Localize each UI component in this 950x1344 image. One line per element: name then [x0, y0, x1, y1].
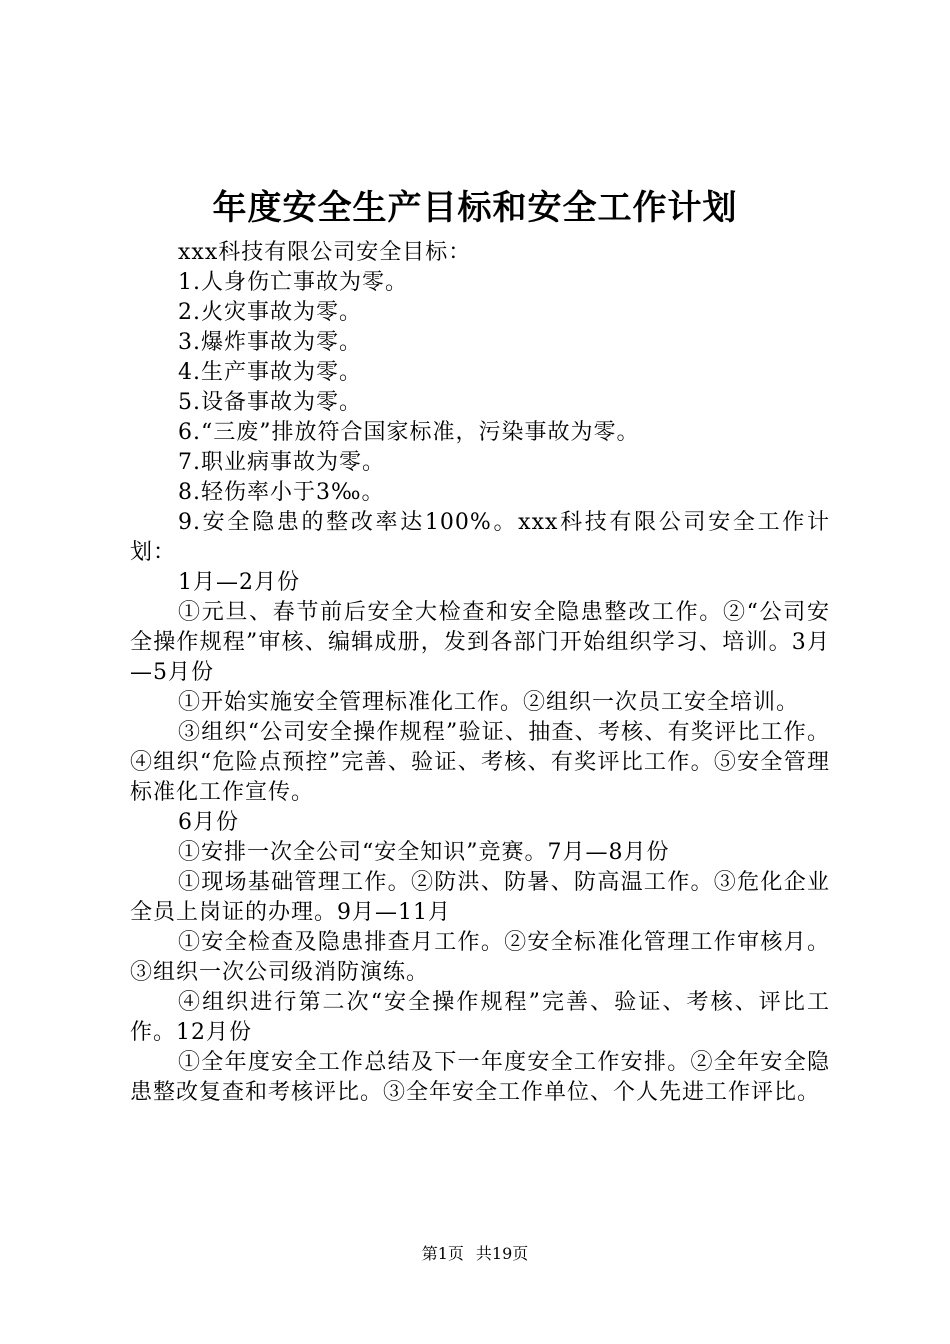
paragraph: ①元旦、春节前后安全大检查和安全隐患整改工作。②“公司安全操作规程”审核、编辑成册，发到各部门开始组织学习、培训。3月—5月份 — [130, 600, 830, 685]
paragraph: 2.火灾事故为零。 — [178, 300, 362, 325]
paragraph: ③组织“公司安全操作规程”验证、抽查、考核、有奖评比工作。④组织“危险点预控”完善、验证、考核、有奖评比工作。⑤安全管理标准化工作宣传。 — [130, 720, 830, 805]
page-footer — [0, 1242, 950, 1266]
paragraph: 6月份 — [178, 810, 239, 835]
page-total: 共19页 — [475, 1244, 529, 1263]
paragraph: 1月—2月份 — [178, 570, 300, 595]
paragraph: ①现场基础管理工作。②防洪、防暑、防高温工作。③危化企业全员上岗证的办理。9月—11月 — [130, 870, 830, 925]
paragraph: 9.安全隐患的整改率达100%。xxx科技有限公司安全工作计划： — [130, 510, 830, 565]
paragraph: 7.职业病事故为零。 — [178, 450, 385, 475]
page-number: 第1页 — [421, 1244, 464, 1263]
paragraph: 3.爆炸事故为零。 — [178, 330, 362, 355]
document-body — [130, 238, 830, 1108]
document-title: 年度安全生产目标和安全工作计划 — [212, 188, 738, 228]
paragraph: 4.生产事故为零。 — [178, 360, 362, 385]
paragraph: ④组织进行第二次“安全操作规程”完善、验证、考核、评比工作。12月份 — [130, 990, 830, 1045]
paragraph: 8.轻伤率小于3‰。 — [178, 480, 385, 505]
paragraph: ①开始实施安全管理标准化工作。②组织一次员工安全培训。 — [178, 690, 800, 715]
paragraph: 1.人身伤亡事故为零。 — [178, 270, 408, 295]
paragraph: 6.“三废”排放符合国家标准，污染事故为零。 — [178, 420, 640, 445]
paragraph: xxx科技有限公司安全目标： — [178, 240, 472, 265]
paragraph: ①安排一次全公司“安全知识”竞赛。7月—8月份 — [178, 840, 670, 865]
paragraph: ①全年度安全工作总结及下一年度安全工作安排。②全年安全隐患整改复查和考核评比。③全年安全工作单位、个人先进工作评比。 — [130, 1050, 830, 1105]
paragraph: 5.设备事故为零。 — [178, 390, 362, 415]
paragraph: ①安全检查及隐患排查月工作。②安全标准化管理工作审核月。③组织一次公司级消防演练。 — [130, 930, 830, 985]
